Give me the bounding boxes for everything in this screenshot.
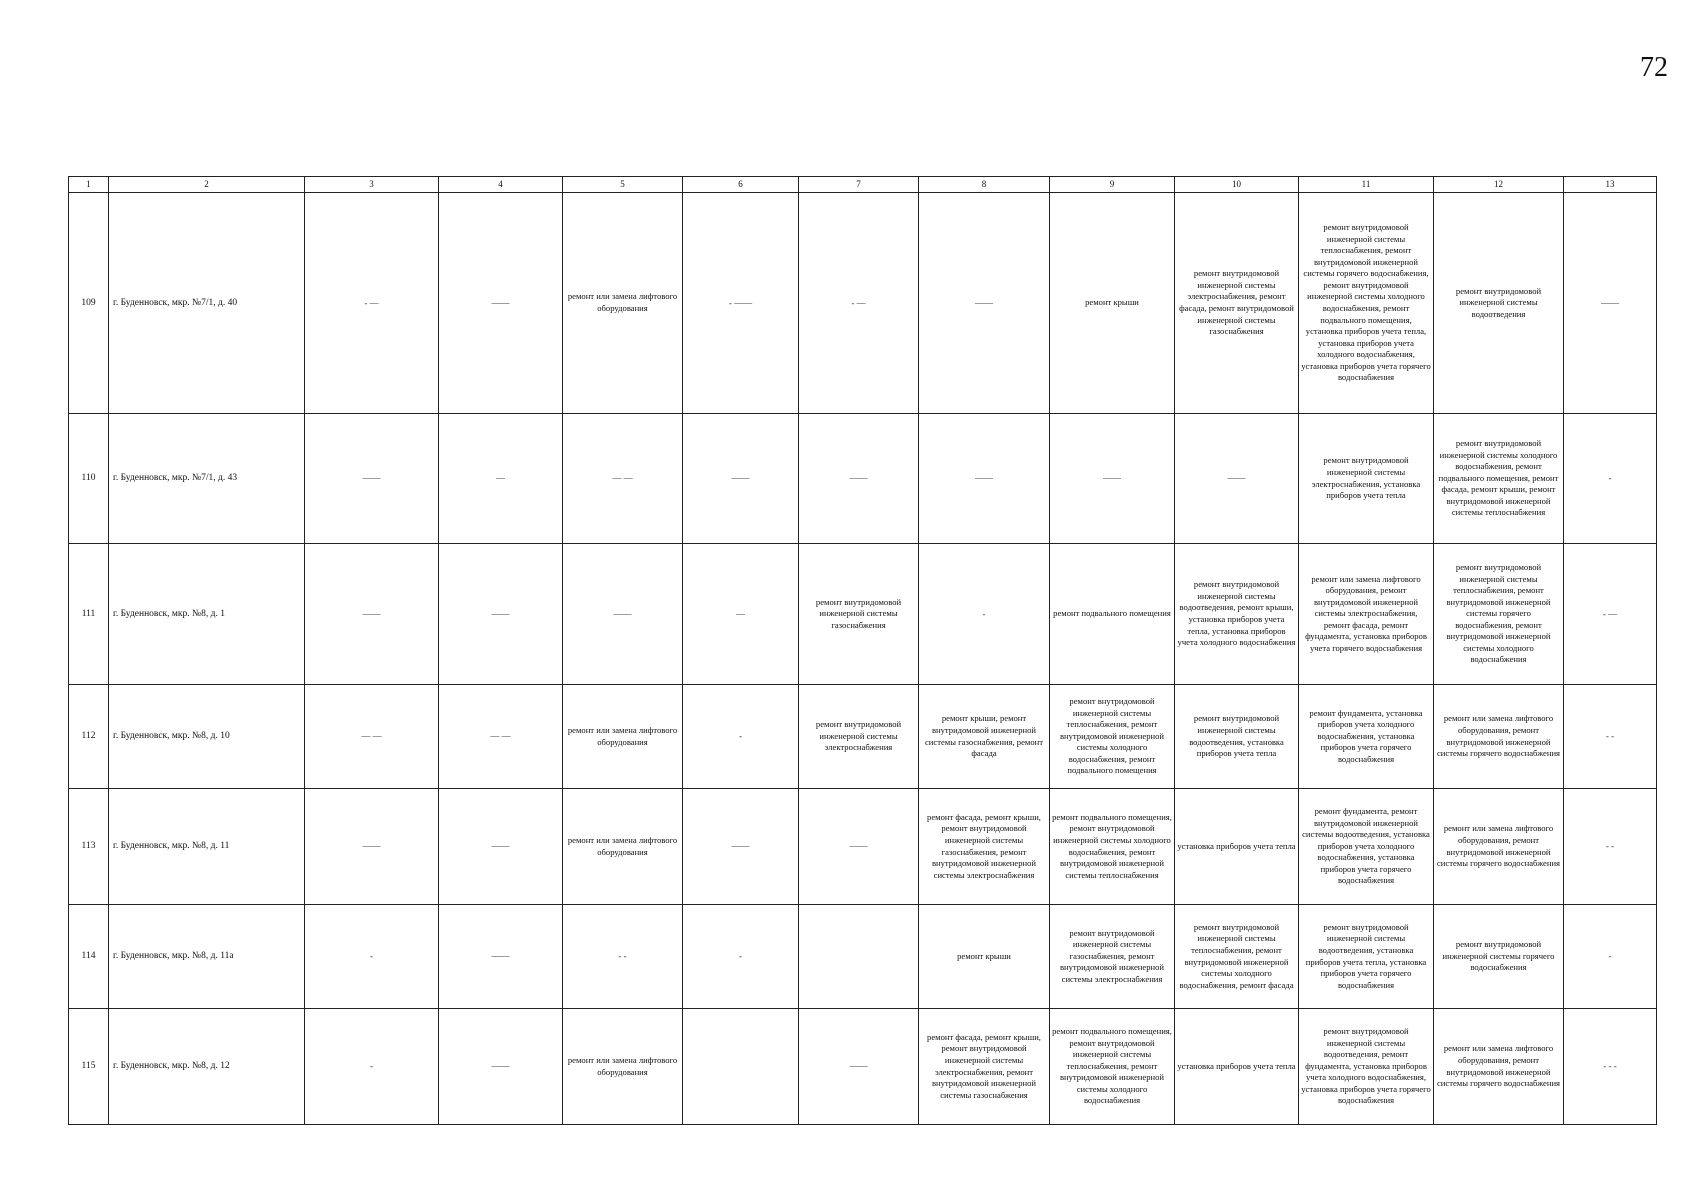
table-cell: ремонт внутридомовой инженерной системы электроснабжения, установка приборов учета тепла [1299, 414, 1434, 544]
table-cell: —— [305, 789, 439, 905]
page-number: 72 [1640, 52, 1668, 83]
table-cell: —— [439, 1009, 563, 1125]
table-cell: —— [1564, 193, 1657, 414]
table-cell: - [683, 905, 799, 1009]
column-number: 8 [919, 177, 1050, 193]
table-cell [683, 1009, 799, 1125]
address-cell: г. Буденновск, мкр. №8, д. 10 [109, 685, 305, 789]
row-number: 114 [69, 905, 109, 1009]
table-cell: —— [563, 544, 683, 685]
table-cell: - [305, 905, 439, 1009]
table-cell: ремонт крыши [1050, 193, 1175, 414]
table-cell: ремонт внутридомовой инженерной системы электроснабжения, ремонт фасада, ремонт внутридомовой инженерной системы газоснабжения [1175, 193, 1299, 414]
table-cell: ремонт внутридомовой инженерной системы теплоснабжения, ремонт внутридомовой инженерной системы холодного водоснабжения, ремонт фасада [1175, 905, 1299, 1009]
address-cell: г. Буденновск, мкр. №8, д. 11 [109, 789, 305, 905]
table-cell: —— [919, 193, 1050, 414]
table-cell: ремонт или замена лифтового оборудования, ремонт внутридомовой инженерной системы электроснабжения, ремонт фасада, ремонт фундамента, установка приборов учета горячего водоснабжения [1299, 544, 1434, 685]
table-cell: - - - [1564, 1009, 1657, 1125]
column-number: 11 [1299, 177, 1434, 193]
table-cell: - [683, 685, 799, 789]
table-cell: —— [683, 789, 799, 905]
address-cell: г. Буденновск, мкр. №8, д. 12 [109, 1009, 305, 1125]
column-number: 5 [563, 177, 683, 193]
table-cell: ремонт внутридомовой инженерной системы газоснабжения [799, 544, 919, 685]
column-number: 12 [1434, 177, 1564, 193]
table-cell: установка приборов учета тепла [1175, 1009, 1299, 1125]
table-cell: —— [683, 414, 799, 544]
row-number: 112 [69, 685, 109, 789]
table-row [69, 789, 1657, 905]
table-cell: — — [439, 685, 563, 789]
table-cell: ремонт внутридомовой инженерной системы холодного водоснабжения, ремонт подвального помещения, ремонт фасада, ремонт крыши, ремонт внутридомовой инженерной системы теплоснабжения [1434, 414, 1564, 544]
table-cell: —— [799, 789, 919, 905]
address-cell: г. Буденновск, мкр. №7/1, д. 43 [109, 414, 305, 544]
table-cell: —— [439, 193, 563, 414]
table-cell: —— [1050, 414, 1175, 544]
address-cell: г. Буденновск, мкр. №8, д. 11а [109, 905, 305, 1009]
row-number: 113 [69, 789, 109, 905]
table-cell: — [683, 544, 799, 685]
table-cell: —— [305, 544, 439, 685]
column-number: 1 [69, 177, 109, 193]
row-number: 115 [69, 1009, 109, 1125]
row-number: 111 [69, 544, 109, 685]
table-cell: —— [439, 789, 563, 905]
table-cell [799, 905, 919, 1009]
address-cell: г. Буденновск, мкр. №8, д. 1 [109, 544, 305, 685]
table-cell: ремонт внутридомовой инженерной системы горячего водоснабжения [1434, 905, 1564, 1009]
table-cell: - [919, 544, 1050, 685]
table-row [69, 905, 1657, 1009]
table-cell: —— [1175, 414, 1299, 544]
table-cell: ремонт фасада, ремонт крыши, ремонт внутридомовой инженерной системы электроснабжения, ремонт внутридомовой инженерной системы газоснабжения [919, 1009, 1050, 1125]
table-cell: ремонт или замена лифтового оборудования, ремонт внутридомовой инженерной системы горячего водоснабжения [1434, 789, 1564, 905]
table-cell: —— [799, 1009, 919, 1125]
table-cell: ремонт внутридомовой инженерной системы газоснабжения, ремонт внутридомовой инженерной системы электроснабжения [1050, 905, 1175, 1009]
row-number: 110 [69, 414, 109, 544]
table-cell: ремонт подвального помещения, ремонт внутридомовой инженерной системы теплоснабжения, ремонт внутридомовой инженерной системы холодного водоснабжения [1050, 1009, 1175, 1125]
table-cell: ремонт подвального помещения [1050, 544, 1175, 685]
table-cell: —— [305, 414, 439, 544]
table-cell: ремонт внутридомовой инженерной системы водоотведения [1434, 193, 1564, 414]
table-cell: - — [305, 193, 439, 414]
table-cell: ремонт фундамента, установка приборов учета холодного водоснабжения, установка приборов учета горячего водоснабжения [1299, 685, 1434, 789]
table-cell: —— [439, 544, 563, 685]
table-row [69, 414, 1657, 544]
table-cell: - — [799, 193, 919, 414]
table-cell: - [1564, 905, 1657, 1009]
table-cell: —— [799, 414, 919, 544]
table-cell: ремонт или замена лифтового оборудования, ремонт внутридомовой инженерной системы горячего водоснабжения [1434, 685, 1564, 789]
table-cell: - - [563, 905, 683, 1009]
table-cell: —— [439, 905, 563, 1009]
table-cell: установка приборов учета тепла [1175, 789, 1299, 905]
table-cell: ремонт фасада, ремонт крыши, ремонт внутридомовой инженерной системы газоснабжения, ремонт внутридомовой инженерной системы электроснабжения [919, 789, 1050, 905]
table-cell: — — [563, 414, 683, 544]
table-cell: ремонт внутридомовой инженерной системы водоотведения, установка приборов учета тепла [1175, 685, 1299, 789]
table-cell: ремонт внутридомовой инженерной системы водоотведения, ремонт крыши, установка приборов учета тепла, установка приборов учета холодного водоснабжения [1175, 544, 1299, 685]
table-cell: ремонт или замена лифтового оборудования [563, 789, 683, 905]
table-cell: ремонт внутридомовой инженерной системы электроснабжения [799, 685, 919, 789]
address-cell: г. Буденновск, мкр. №7/1, д. 40 [109, 193, 305, 414]
table-cell: ремонт внутридомовой инженерной системы теплоснабжения, ремонт внутридомовой инженерной системы горячего водоснабжения, ремонт внутридомовой инженерной системы холодного водоснабжения [1434, 544, 1564, 685]
table-cell: - - [1564, 685, 1657, 789]
table-cell: - [305, 1009, 439, 1125]
column-number: 9 [1050, 177, 1175, 193]
column-number: 3 [305, 177, 439, 193]
column-number-row [69, 177, 1657, 193]
table-cell: ремонт внутридомовой инженерной системы водоотведения, ремонт фундамента, установка приборов учета холодного водоснабжения, установка приборов учета горячего водоснабжения [1299, 1009, 1434, 1125]
table-cell: - [1564, 414, 1657, 544]
table-cell: ремонт или замена лифтового оборудования, ремонт внутридомовой инженерной системы горячего водоснабжения [1434, 1009, 1564, 1125]
table-row [69, 544, 1657, 685]
table-row [69, 193, 1657, 414]
row-number: 109 [69, 193, 109, 414]
table-cell: ремонт крыши, ремонт внутридомовой инженерной системы газоснабжения, ремонт фасада [919, 685, 1050, 789]
table-cell: ремонт крыши [919, 905, 1050, 1009]
column-number: 2 [109, 177, 305, 193]
column-number: 7 [799, 177, 919, 193]
repair-schedule-table [68, 176, 1657, 1125]
table-cell: ремонт внутридомовой инженерной системы теплоснабжения, ремонт внутридомовой инженерной системы холодного водоснабжения, ремонт подвального помещения [1050, 685, 1175, 789]
column-number: 4 [439, 177, 563, 193]
table-cell: ремонт внутридомовой инженерной системы водоотведения, установка приборов учета тепла, установка приборов учета горячего водоснабжения [1299, 905, 1434, 1009]
table-cell: —— [919, 414, 1050, 544]
table-cell: ремонт внутридомовой инженерной системы теплоснабжения, ремонт внутридомовой инженерной системы горячего водоснабжения, ремонт внутридомовой инженерной системы холодного водоснабжения, ремонт подвального помещения, установка приборов учета тепла, установка приборов учета холодного водоснабжения, установка приборов учета горячего водоснабжения [1299, 193, 1434, 414]
table-cell: - — [1564, 544, 1657, 685]
table-row [69, 685, 1657, 789]
table-cell: ремонт фундамента, ремонт внутридомовой инженерной системы водоотведения, установка приборов учета холодного водоснабжения, установка приборов учета горячего водоснабжения [1299, 789, 1434, 905]
column-number: 10 [1175, 177, 1299, 193]
column-number: 13 [1564, 177, 1657, 193]
table-cell: - —— [683, 193, 799, 414]
table-cell: — — [305, 685, 439, 789]
table-cell: ремонт или замена лифтового оборудования [563, 685, 683, 789]
table-cell: - - [1564, 789, 1657, 905]
table-cell: ремонт или замена лифтового оборудования [563, 193, 683, 414]
table-cell: ремонт подвального помещения, ремонт внутридомовой инженерной системы холодного водоснабжения, ремонт внутридомовой инженерной системы теплоснабжения [1050, 789, 1175, 905]
table-cell: ремонт или замена лифтового оборудования [563, 1009, 683, 1125]
table-row [69, 1009, 1657, 1125]
table-cell: — [439, 414, 563, 544]
column-number: 6 [683, 177, 799, 193]
